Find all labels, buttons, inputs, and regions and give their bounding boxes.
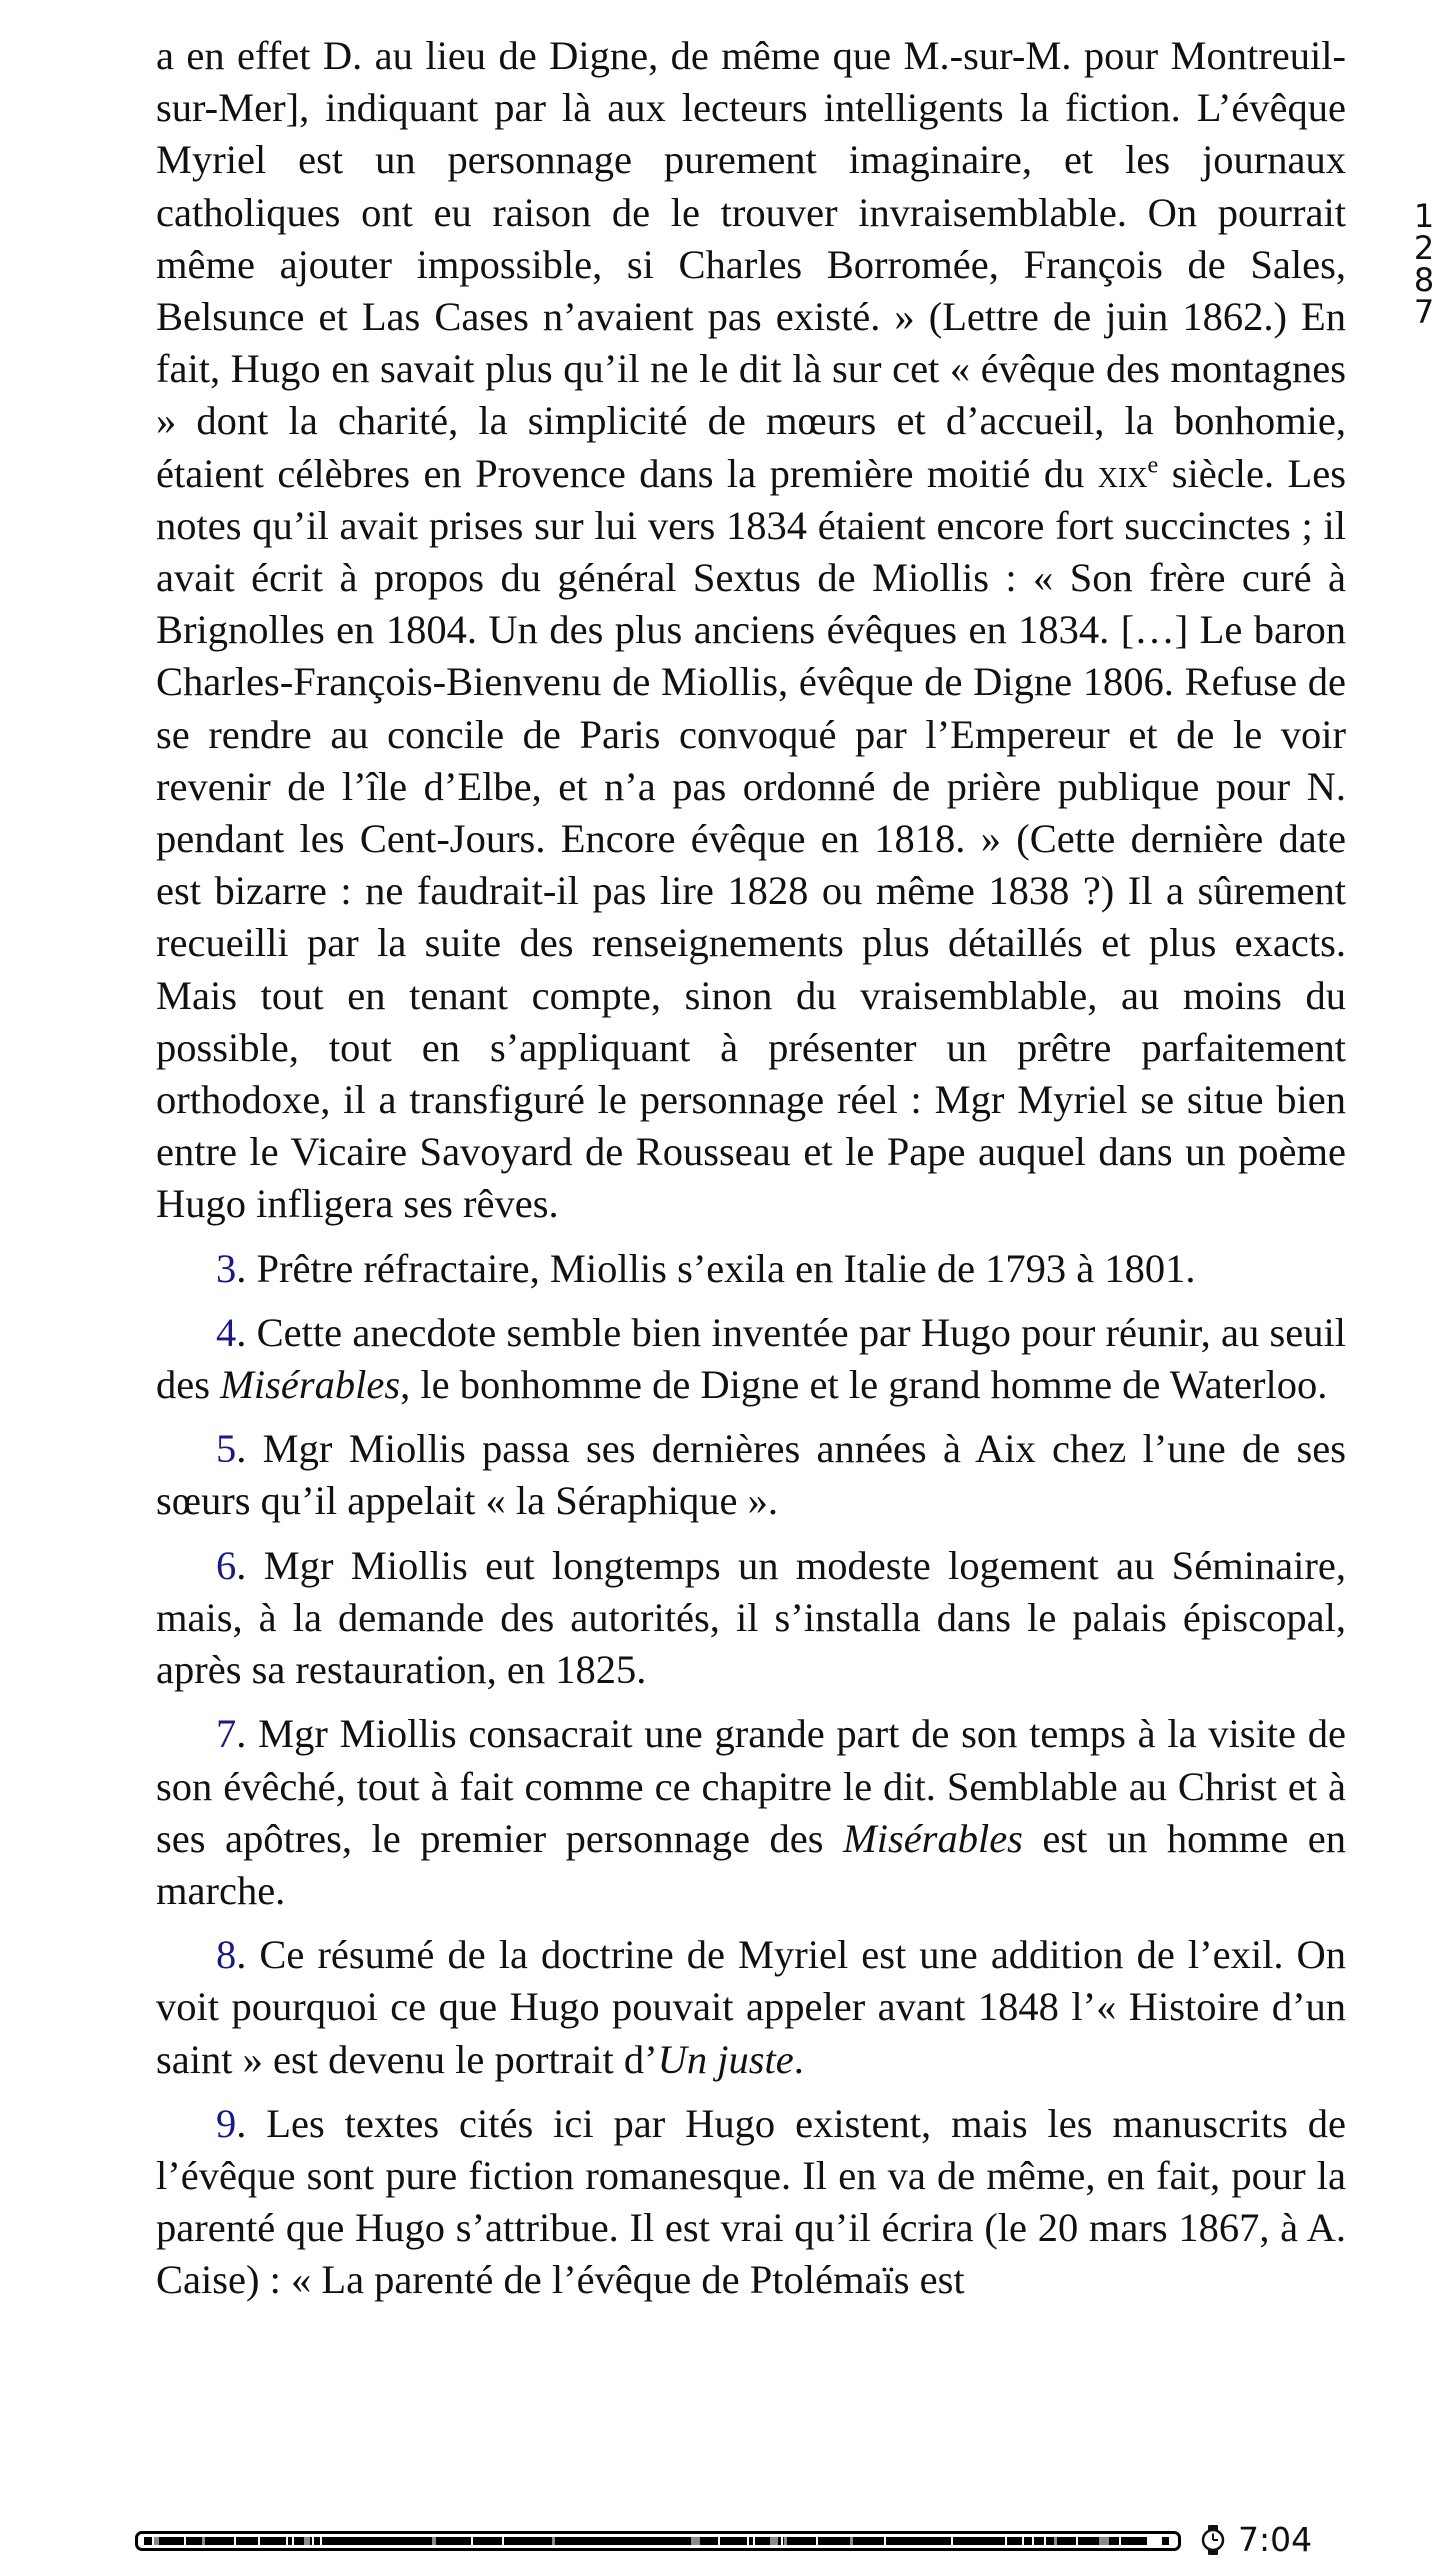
footnote-text: . Ce résumé de la doctrine de Myriel est une addition de l’exil. On voit pourquoi ce que Hugo pouvait appeler avant 1848 l’« Histoire d’un saint » est devenu le portrait d’ xyxy=(156,1932,1346,2082)
chapter-tick xyxy=(1044,2537,1046,2545)
footnote-4 xyxy=(156,1307,1346,1411)
footnote-link-8[interactable]: 8 xyxy=(216,1932,237,1978)
footnote-text: est un homme en marche. xyxy=(156,1815,1346,1913)
chapter-tick xyxy=(184,2537,186,2545)
footnote-link-7[interactable]: 7 xyxy=(216,1711,237,1757)
footnote-5 xyxy=(156,1423,1346,1527)
chapter-tick xyxy=(781,2537,783,2545)
bookmark-mark xyxy=(1054,2537,1057,2545)
italic-title: Misérables xyxy=(220,1362,401,1408)
page-number xyxy=(1412,197,1436,331)
chapter-tick xyxy=(753,2537,755,2545)
chapter-tick xyxy=(502,2537,504,2545)
footnote-text: . xyxy=(793,2036,804,2082)
bookmark-mark xyxy=(1099,2537,1109,2545)
reading-progress-bar[interactable] xyxy=(135,2531,1181,2551)
chapter-tick xyxy=(951,2537,953,2545)
italic-title: Un juste xyxy=(657,2036,794,2082)
footnote-text: . Les textes cités ici par Hugo existent, mais les manuscrits de l’évêque sont pure fiction romanesque. Il en va de même, en fait, pour la parenté que Hugo s’attribue. Il est vrai qu’il écrira (le 20 mars 1867, à A. Caise) : « La parenté de l’évêque de Ptolémaïs est xyxy=(156,2100,1346,2303)
century-suffix: e xyxy=(1147,451,1159,479)
clock-time: 7:04 xyxy=(1238,2520,1313,2559)
footnote-text: . Mgr Miollis passa ses dernières années à Aix chez l’une de ses sœurs qu’il appelait « la Séraphique ». xyxy=(156,1426,1346,1524)
progress-fill xyxy=(144,2537,1147,2545)
book-page-content xyxy=(156,30,1346,2307)
footnote-text: . Mgr Miollis eut longtemps un modeste logement au Séminaire, mais, à la demande des autorités, il s’installa dans le palais épiscopal, après sa restauration, en 1825. xyxy=(156,1542,1346,1693)
footnote-7 xyxy=(156,1708,1346,1917)
chapter-tick xyxy=(258,2537,260,2545)
paragraph-text: a en effet D. au lieu de Digne, de même que M.-sur-M. pour Montreuil-sur-Mer], indiquant par là aux lecteurs intelligents la fiction. L’évêque Myriel est un personnage purement imaginaire, et les journaux catholiques ont eu raison de le trouver invraisemblable. On pourrait même ajouter impossible, si Charles Borromée, François de Sales, Belsunce et Las Cases n’avaient pas existé. » (Lettre de juin 1862.) En fait, Hugo en savait plus qu’il ne le dit là sur cet « évêque des montagnes » dont la charité, la simplicité de mœurs et d’accueil, la bonhomie, étaient célèbres en Provence dans la première moitié du xyxy=(156,33,1346,496)
chapter-tick xyxy=(1076,2537,1078,2545)
footnote-link-4[interactable]: 4 xyxy=(216,1309,237,1355)
chapter-tick xyxy=(292,2537,294,2545)
progress-track xyxy=(144,2537,1172,2545)
clock-icon xyxy=(1200,2525,1226,2555)
book-end-marker xyxy=(1162,2537,1169,2545)
chapter-tick xyxy=(1119,2537,1121,2545)
footnote-9 xyxy=(156,2098,1346,2307)
page-number-digit: 2 xyxy=(1413,229,1435,267)
footnote-link-3[interactable]: 3 xyxy=(216,1245,237,1291)
chapter-tick xyxy=(718,2537,720,2545)
footnote-3 xyxy=(156,1243,1346,1295)
chapter-tick xyxy=(234,2537,236,2545)
footnote-link-6[interactable]: 6 xyxy=(216,1542,237,1588)
bookmark-mark xyxy=(691,2537,700,2545)
bookmark-mark xyxy=(432,2537,436,2545)
chapter-tick xyxy=(1032,2537,1034,2545)
bookmark-mark xyxy=(552,2537,555,2545)
footnote-link-5[interactable]: 5 xyxy=(216,1426,237,1472)
status-bar xyxy=(0,2510,1440,2560)
bookmark-mark xyxy=(202,2537,205,2545)
bookmark-mark xyxy=(784,2537,787,2545)
bookmark-mark xyxy=(850,2537,853,2545)
bookmark-mark xyxy=(304,2537,310,2545)
footnote-text: . Prêtre réfractaire, Miollis s’exila en Italie de 1793 à 1801. xyxy=(236,1245,1196,1291)
page-number-digit: 7 xyxy=(1413,293,1435,331)
chapter-tick xyxy=(471,2537,473,2545)
chapter-tick xyxy=(747,2537,749,2545)
page-number-digit: 8 xyxy=(1413,261,1435,299)
paragraph-text: siècle. Les notes qu’il avait prises sur lui vers 1834 étaient encore fort succinctes ; il avait écrit à propos du général Sextus de Miollis : « Son frère curé à Brignolles en 1804. Un des plus anciens évêques en 1834. […] Le baron Charles-François-Bienvenu de Miollis, évêque de Digne 1806. Refuse de se rendre au concile de Paris convoqué par l’Empereur et de le voir revenir de l’île d’Elbe, et n’a pas ordonné de prière publique pour N. pendant les Cent-Jours. Encore évêque en 1818. » (Cette dernière date est bizarre : ne faudrait-il pas lire 1828 ou même 1838 ?) Il a sûrement recueilli par la suite des renseignements plus détaillés et plus exacts. Mais tout en tenant compte, sinon du vraisemblable, au moins du possible, tout en s’appliquant à présenter un prêtre parfaitement orthodoxe, il a transfiguré le personnage réel : Mgr Myriel se situe bien entre le Vicaire Savoyard de Rousseau et le Pape auquel dans un poème Hugo infligera ses rêves. xyxy=(156,450,1347,1227)
chapter-tick xyxy=(816,2537,818,2545)
note-continuation-paragraph xyxy=(156,30,1346,1231)
chapter-tick xyxy=(286,2537,288,2545)
chapter-tick xyxy=(320,2537,322,2545)
footnote-text: , le bonhomme de Digne et le grand homme de Waterloo. xyxy=(400,1362,1328,1408)
chapter-tick xyxy=(312,2537,314,2545)
footnote-text: . Mgr Miollis consacrait une grande part de son temps à la visite de son évêché, tout à fait comme ce chapitre le dit. Semblable au Christ et à ses apôtres, le premier personnage des xyxy=(156,1711,1346,1861)
bookmark-mark xyxy=(770,2537,778,2545)
chapter-tick xyxy=(884,2537,886,2545)
chapter-tick xyxy=(1005,2537,1007,2545)
italic-title: Misérables xyxy=(842,1815,1023,1861)
chapter-tick xyxy=(1022,2537,1024,2545)
century-numeral: xix xyxy=(1097,450,1148,496)
footnote-6 xyxy=(156,1540,1346,1697)
page-number-digit: 1 xyxy=(1413,197,1435,235)
footnote-8 xyxy=(156,1929,1346,2086)
footnote-text: . Cette anecdote semble bien inventée par Hugo pour réunir, au seuil des xyxy=(156,1309,1346,1408)
footnote-link-9[interactable]: 9 xyxy=(216,2100,237,2146)
bookmark-mark xyxy=(154,2537,159,2545)
